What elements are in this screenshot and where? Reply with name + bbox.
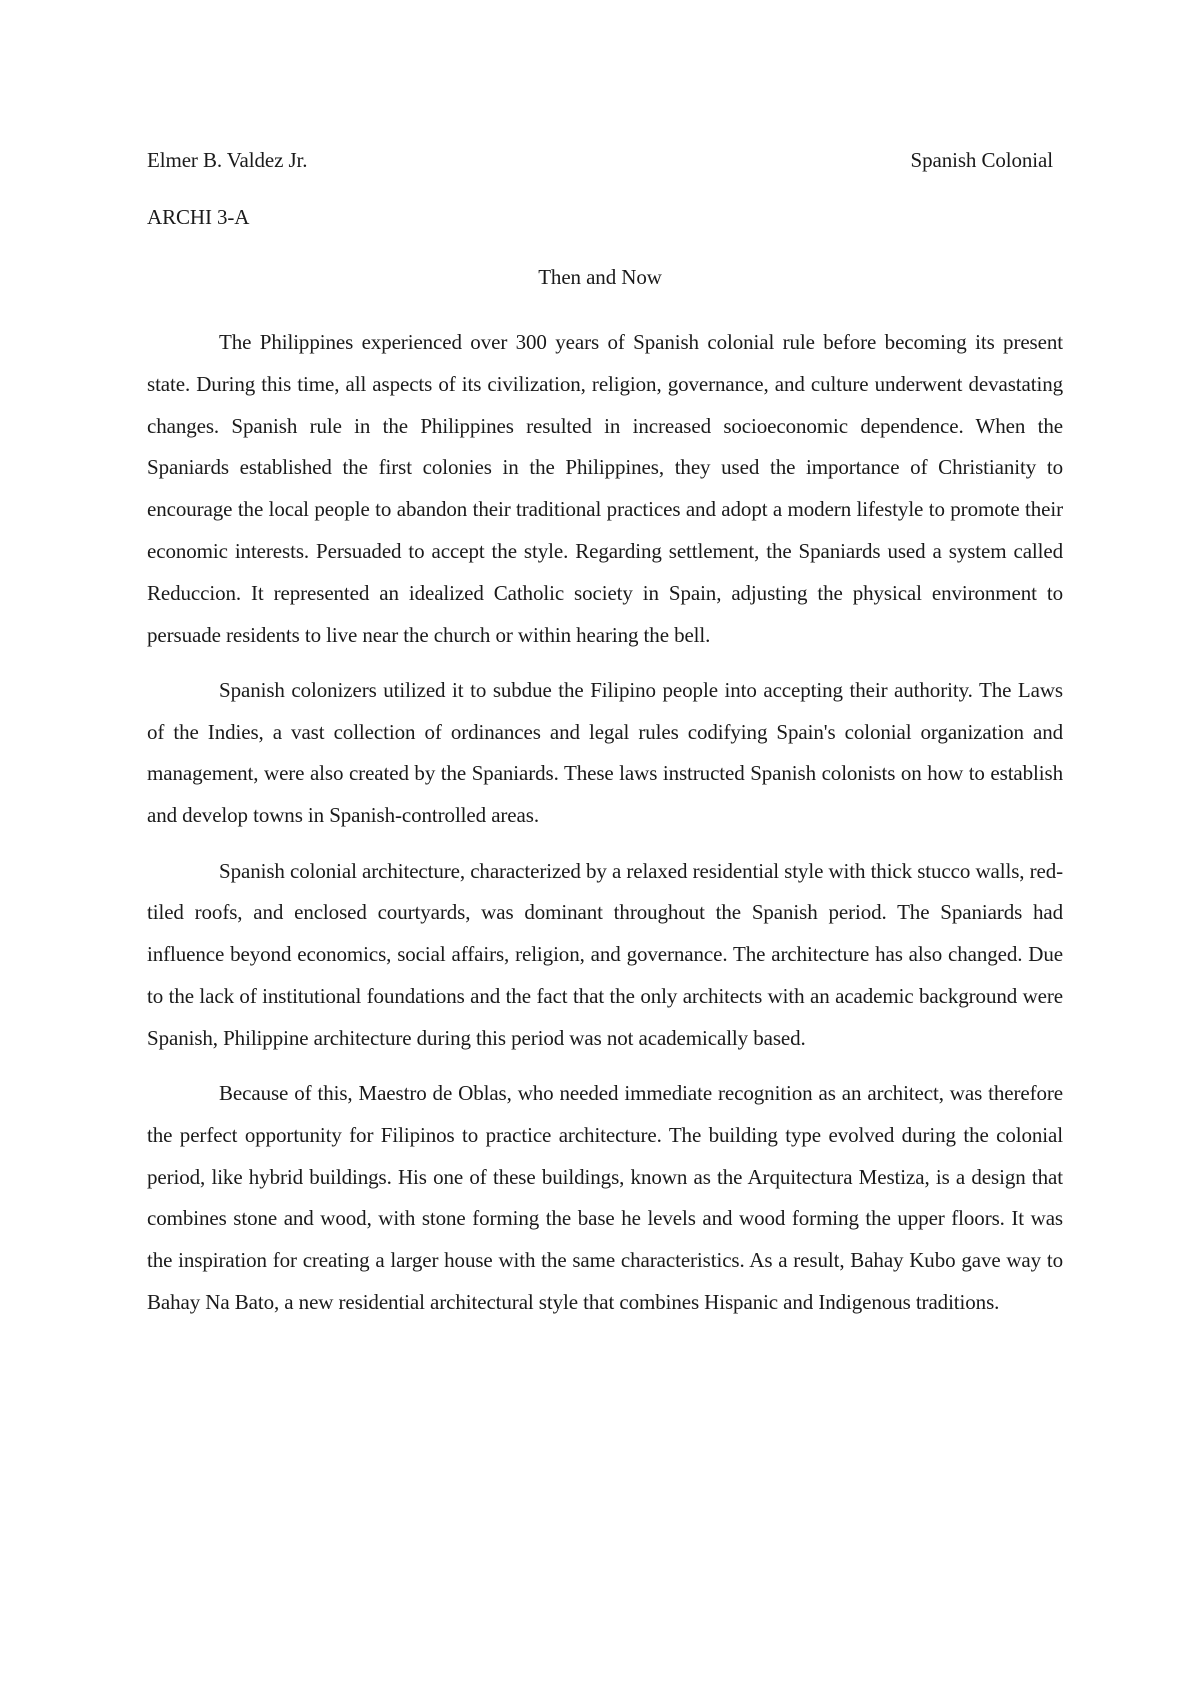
paragraph-1: The Philippines experienced over 300 years of Spanish colonial rule before becoming its present state. During this time, all aspects of its civilization, religion, governance, and culture underwent devastating changes. Spanish rule in the Philippines resulted in increased socioeconomic dependence. When the Spaniards established the first colonies in the Philippines, they used the importance of Christianity to encourage the local people to abandon their traditional practices and adopt a modern lifestyle to promote their economic interests. Persuaded to accept the style. Regarding settlement, the Spaniards used a system called Reduccion. It represented an idealized Catholic society in Spain, adjusting the physical environment to persuade residents to live near the church or within hearing the bell.	[147, 330, 1063, 647]
topic-label: Spanish Colonial	[910, 148, 1053, 172]
document-title: Then and Now	[538, 265, 662, 289]
paragraph-4: Because of this, Maestro de Oblas, who needed immediate recognition as an architect, was therefore the perfect opportunity for Filipinos to practice architecture. The building type evolved during the colonial period, like hybrid buildings. His one of these buildings, known as the Arquitectura Mestiza, is a design that combines stone and wood, with stone forming the base he levels and wood forming the upper floors. It was the inspiration for creating a larger house with the same characteristics. As a result, Bahay Kubo gave way to Bahay Na Bato, a new residential architectural style that combines Hispanic and Indigenous traditions.	[147, 1081, 1063, 1315]
paragraph-2: Spanish colonizers utilized it to subdue the Filipino people into accepting their authority. The Laws of the Indies, a vast collection of ordinances and legal rules codifying Spain's colonial organization and management, were also created by the Spaniards. These laws instructed Spanish colonists on how to establish and develop towns in Spanish-controlled areas.	[147, 677, 1063, 828]
paragraph-3: Spanish colonial architecture, characterized by a relaxed residential style with thick stucco walls, red-tiled roofs, and enclosed courtyards, was dominant throughout the Spanish period. The Spaniards had influence beyond economics, social affairs, religion, and governance. The architecture has also changed. Due to the lack of institutional foundations and the fact that the only architects with an academic background were Spanish, Philippine architecture during this period was not academically based.	[147, 858, 1063, 1050]
body-text	[147, 322, 1063, 1337]
header-row	[147, 148, 1053, 178]
class-section: ARCHI 3-A	[147, 205, 250, 229]
author-name: Elmer B. Valdez Jr.	[147, 148, 308, 172]
